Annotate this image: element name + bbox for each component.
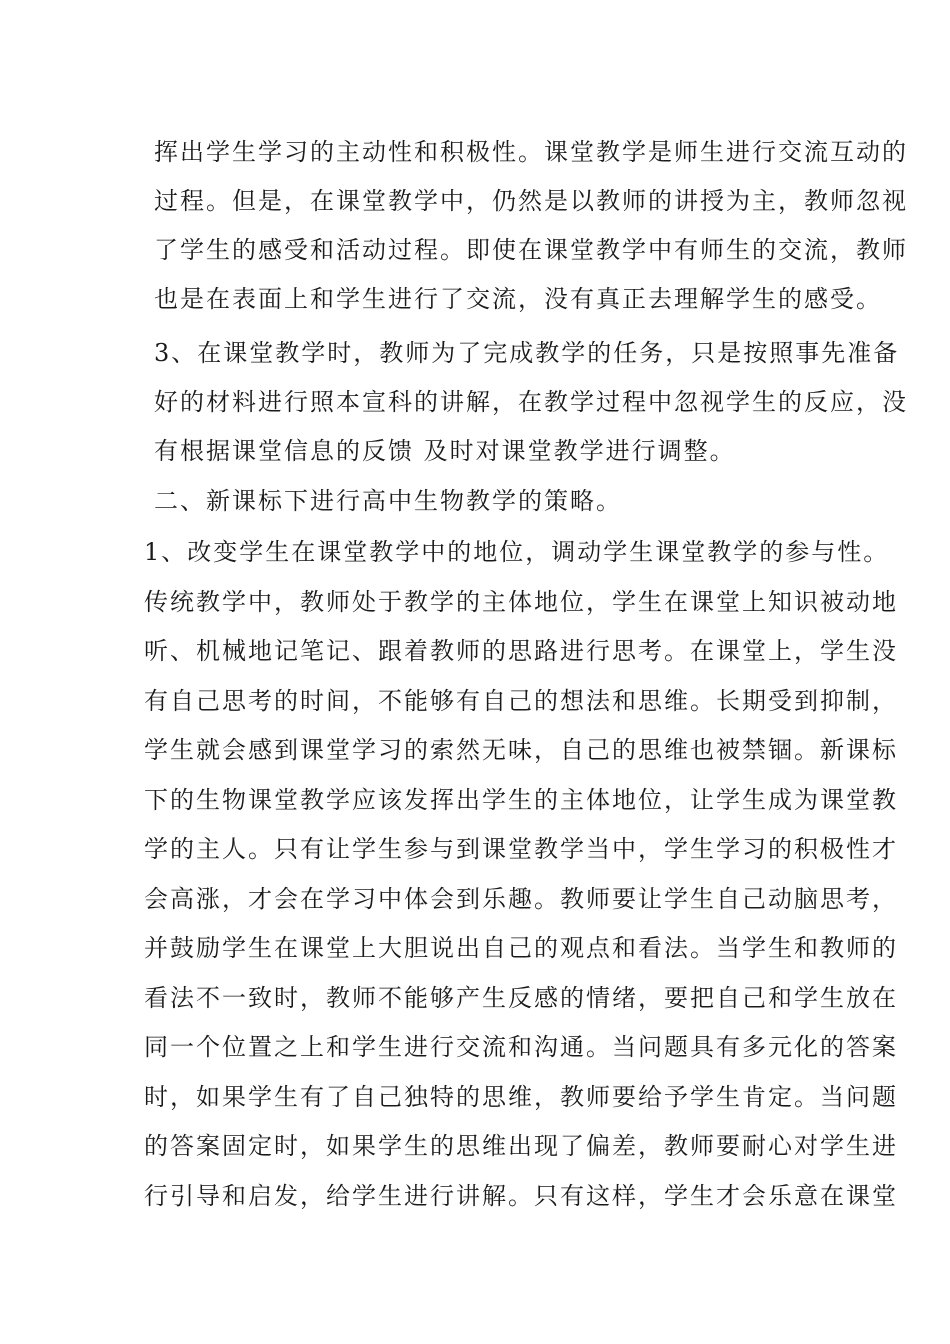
text-line: 下的生物课堂教学应该发挥出学生的主体地位，让学生成为课堂教	[144, 786, 898, 814]
subsection-heading: 1、改变学生在课堂教学中的地位，调动学生课堂教学的参与性。	[144, 538, 890, 566]
text-line: 也是在表面上和学生进行了交流，没有真正去理解学生的感受。	[154, 285, 882, 313]
text-line: 会高涨，才会在学习中体会到乐趣。教师要让学生自己动脑思考，	[144, 885, 898, 913]
text-line: 的答案固定时，如果学生的思维出现了偏差，教师要耐心对学生进	[144, 1132, 898, 1160]
text-line: 传统教学中，教师处于教学的主体地位，学生在课堂上知识被动地	[144, 588, 898, 616]
text-line: 过程。但是，在课堂教学中，仍然是以教师的讲授为主，教师忽视	[154, 187, 908, 215]
text-line: 时，如果学生有了自己独特的思维，教师要给予学生肯定。当问题	[144, 1083, 898, 1111]
text-line: 有自己思考的时间，不能够有自己的想法和思维。长期受到抑制，	[144, 687, 898, 715]
text-line: 挥出学生学习的主动性和积极性。课堂教学是师生进行交流互动的	[154, 138, 908, 166]
section-heading: 二、新课标下进行高中生物教学的策略。	[154, 487, 622, 515]
text-line: 有根据课堂信息的反馈 及时对课堂教学进行调整。	[154, 437, 736, 465]
text-line: 了学生的感受和活动过程。即使在课堂教学中有师生的交流，教师	[154, 236, 908, 264]
text-line: 并鼓励学生在课堂上大胆说出自己的观点和看法。当学生和教师的	[144, 934, 898, 962]
text-line: 行引导和启发，给学生进行讲解。只有这样，学生才会乐意在课堂	[144, 1182, 898, 1210]
text-line: 看法不一致时，教师不能够产生反感的情绪，要把自己和学生放在	[144, 984, 898, 1012]
text-line: 好的材料进行照本宣科的讲解，在教学过程中忽视学生的反应，没	[154, 388, 908, 416]
text-line: 学生就会感到课堂学习的索然无味，自己的思维也被禁锢。新课标	[144, 736, 898, 764]
text-line: 听、机械地记笔记、跟着教师的思路进行思考。在课堂上，学生没	[144, 637, 898, 665]
text-line: 同一个位置之上和学生进行交流和沟通。当问题具有多元化的答案	[144, 1033, 898, 1061]
text-line: 学的主人。只有让学生参与到课堂教学当中，学生学习的积极性才	[144, 835, 898, 863]
text-line: 3、在课堂教学时，教师为了完成教学的任务，只是按照事先准备	[154, 339, 900, 367]
